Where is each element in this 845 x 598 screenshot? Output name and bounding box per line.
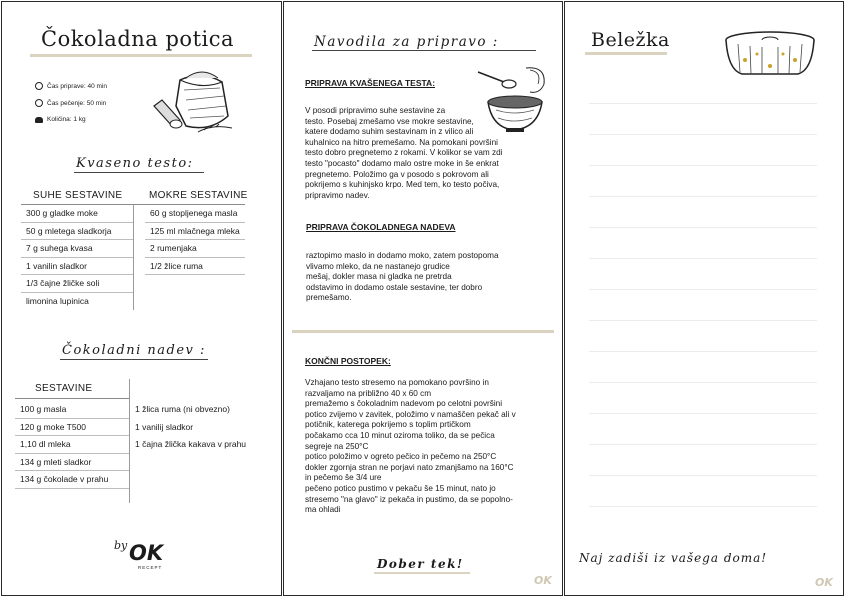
note-line[interactable] bbox=[589, 444, 817, 445]
list-item: 300 g gladke moke bbox=[21, 205, 133, 223]
note-line[interactable] bbox=[589, 351, 817, 352]
list-item: 134 g mleti sladkor bbox=[15, 454, 129, 472]
filling-right-list bbox=[130, 401, 272, 454]
bake-time: Čas pečenje: 50 min bbox=[35, 99, 106, 107]
section-divider bbox=[292, 330, 554, 333]
quantity: Količina: 1 kg bbox=[35, 116, 86, 123]
list-item: 1/2 žlice ruma bbox=[145, 258, 245, 276]
footer-dober-tek: Dober tek! bbox=[377, 557, 464, 571]
list-item: 1/3 čajne žličke soli bbox=[21, 275, 133, 293]
list-item: 1,10 dl mleka bbox=[15, 436, 129, 454]
wet-ingredients-header: MOKRE SESTAVINE bbox=[149, 190, 248, 201]
filling-ingredients-header: SESTAVINE bbox=[35, 383, 93, 394]
title-underline bbox=[30, 54, 252, 57]
list-item: 2 rumenjaka bbox=[145, 240, 245, 258]
clock-icon bbox=[35, 82, 43, 90]
note-line[interactable] bbox=[589, 165, 817, 166]
weight-icon bbox=[35, 117, 43, 123]
list-item: 100 g masla bbox=[15, 401, 129, 419]
note-line[interactable] bbox=[589, 103, 817, 104]
instructions-title-underline bbox=[312, 50, 536, 51]
filling-section-heading: PRIPRAVA ČOKOLADNEGA NADEVA bbox=[306, 222, 456, 232]
wet-ingredients-list bbox=[145, 205, 245, 275]
list-item: 1 vanilij sladkor bbox=[135, 421, 194, 432]
list-item: 60 g stopljenega masla bbox=[145, 205, 245, 223]
list-item: 1 vanilin sladkor bbox=[21, 258, 133, 276]
list-item: 134 g čokolade v prahu bbox=[15, 471, 129, 489]
dry-ingredients-list bbox=[21, 205, 133, 310]
instructions-title: Navodila za pripravo : bbox=[314, 34, 499, 50]
ok-watermark-logo: OK bbox=[815, 576, 833, 589]
footer-slogan: Naj zadiši iz vašega doma! bbox=[579, 551, 768, 565]
note-line[interactable] bbox=[589, 227, 817, 228]
list-item: limonina lupinica bbox=[26, 295, 89, 306]
list-item: 1 čajna žlička kakava v prahu bbox=[135, 439, 247, 449]
final-section-heading: KONČNI POSTOPEK: bbox=[305, 356, 391, 366]
ok-watermark-logo: OK bbox=[534, 574, 552, 587]
dough-heading-underline bbox=[74, 172, 204, 173]
note-line[interactable] bbox=[589, 320, 817, 321]
note-line[interactable] bbox=[589, 134, 817, 135]
note-line[interactable] bbox=[589, 475, 817, 476]
recipe-title: Čokoladna potica bbox=[41, 27, 235, 51]
list-item: 120 g moke T500 bbox=[15, 419, 129, 437]
filling-header-divider bbox=[15, 398, 129, 399]
final-instructions: Vzhajano testo stresemo na pomokano površino in razvaljamo na približno 40 x 60 cm premažemo s čokoladnim nadevom po celotni površini potico zvijemo v zavitek, položimo v namaščen pekač ali v potičnik, katerega pokrijemo s toplim prtičkom počakamo cca 10 minut oziroma toliko, da se pečica segreje na 250°C potico položimo v ogreto pečico in pečemo na 250°C dokler zgornja stran ne porjavi nato zmanjšamo na 160°C in pečemo še 3/4 ure pečeno potico pustimo v pekaču še 15 minut, nato jo stresemo "na glavo" iz pekača in pustimo, da se popolno- ma ohladi bbox=[305, 378, 516, 515]
filling-instructions: raztopimo maslo in dodamo moko, zatem postopoma vlivamo mleko, da ne nastanejo grudice mešaj, dokler masa ni gladka ne pretrda odstavimo in dodamo ostale sestavine, ter dobro premešamo. bbox=[306, 251, 499, 303]
clock-icon bbox=[35, 99, 43, 107]
note-line[interactable] bbox=[589, 258, 817, 259]
notes-panel bbox=[564, 1, 844, 596]
notes-title-underline bbox=[585, 52, 667, 55]
note-line[interactable] bbox=[589, 413, 817, 414]
note-line[interactable] bbox=[589, 506, 817, 507]
prep-time: Čas priprave: 40 min bbox=[35, 82, 107, 90]
instructions-panel bbox=[283, 1, 563, 596]
note-line[interactable] bbox=[589, 289, 817, 290]
table-column-divider bbox=[133, 204, 134, 310]
note-line[interactable] bbox=[589, 196, 817, 197]
filling-heading: Čokoladni nadev : bbox=[62, 343, 206, 358]
dough-section-heading: PRIPRAVA KVAŠENEGA TESTA: bbox=[305, 78, 436, 88]
flour-sack-icon bbox=[150, 66, 242, 142]
cake-mold-icon bbox=[720, 28, 820, 80]
dough-instructions: V posodi pripravimo suhe sestavine za testo. Posebaj zmešamo vse mokre sestavine, katere dodamo suhim sestavinam in z vilico ali kuhalnico na hitro premešamo. Na pomokani površini testo dobro pregnetemo z rokami. V kolikor se vam zdi testo "pocasto" dodamo malo ostre moke in še enkrat pregnetemo. Položimo ga v posodo s pokrovom ali pokrijemo s kuhinjsko krpo. Med tem, ko testo počiva, pripravimo nadev. bbox=[305, 106, 503, 200]
filling-left-list bbox=[15, 401, 129, 489]
recipe-panel bbox=[1, 1, 282, 596]
list-item: 1 žlica ruma (ni obvezno) bbox=[135, 404, 230, 414]
list-item: 7 g suhega kvasa bbox=[21, 240, 133, 258]
dry-ingredients-header: SUHE SESTAVINE bbox=[33, 190, 123, 201]
list-item: 125 ml mlačnega mleka bbox=[145, 223, 245, 241]
note-line[interactable] bbox=[589, 382, 817, 383]
filling-heading-underline bbox=[60, 359, 208, 360]
notes-title: Beležka bbox=[591, 29, 670, 51]
footer-underline bbox=[374, 572, 470, 574]
dough-heading: Kvaseno testo: bbox=[76, 156, 194, 171]
list-item: 50 g mletega sladkorja bbox=[21, 223, 133, 241]
ok-recept-logo: by OK RECEPT bbox=[114, 539, 164, 570]
